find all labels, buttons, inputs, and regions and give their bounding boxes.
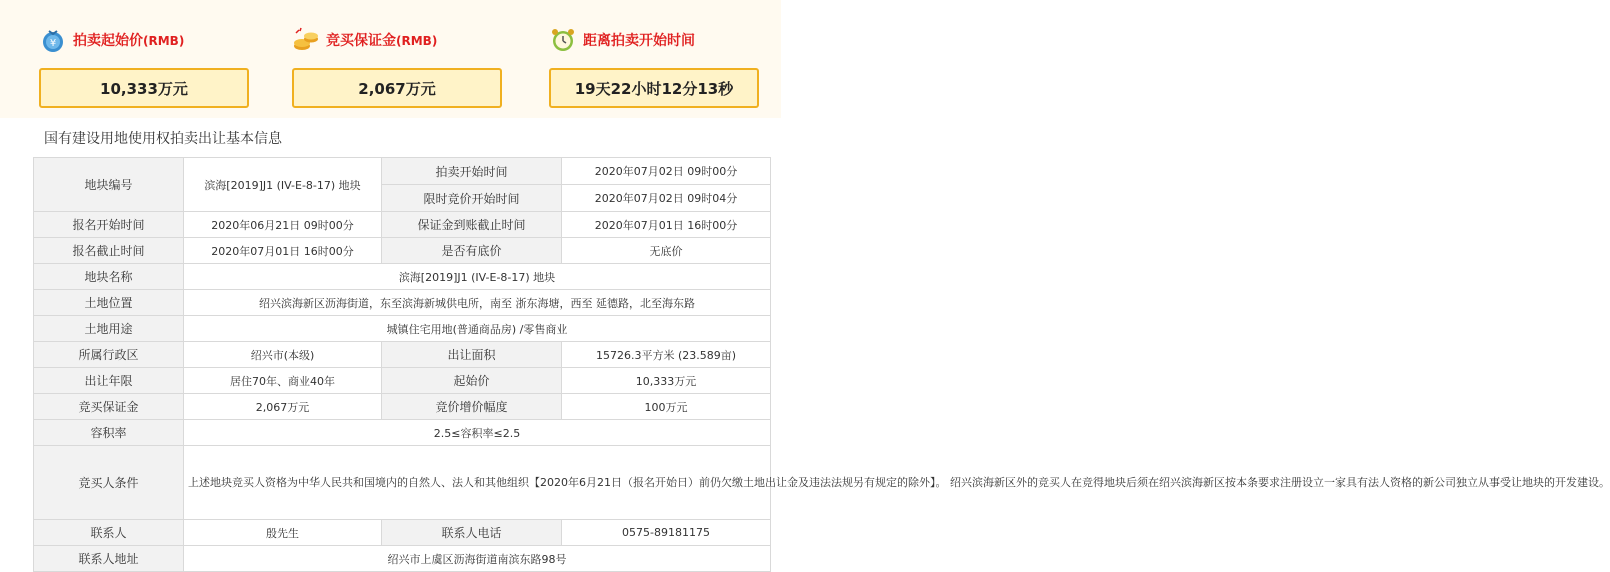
location-value: 绍兴滨海新区沥海街道，东至滨海新城供电所，南至 浙东海塘，西至 延德路，北至海东路 <box>184 290 771 316</box>
countdown-card <box>549 22 759 108</box>
parcel-no-label: 地块编号 <box>34 158 184 212</box>
reg-end-value: 2020年07月01日 16时00分 <box>184 238 382 264</box>
deposit-table-value: 2,067万元 <box>184 394 382 420</box>
auction-start-label: 拍卖开始时间 <box>382 158 562 185</box>
location-label: 土地位置 <box>34 290 184 316</box>
district-label: 所属行政区 <box>34 342 184 368</box>
term-value: 居住70年、商业40年 <box>184 368 382 394</box>
money-bag-icon <box>39 26 67 54</box>
deposit-deadline-value: 2020年07月01日 16时00分 <box>562 212 771 238</box>
address-label: 联系人地址 <box>34 546 184 572</box>
area-value: 15726.3平方米 (23.589亩) <box>562 342 771 368</box>
countdown-value: 19天22小时12分13秒 <box>549 68 759 108</box>
district-value: 绍兴市(本级) <box>184 342 382 368</box>
increment-value: 100万元 <box>562 394 771 420</box>
auction-start-value: 2020年07月02日 09时00分 <box>562 158 771 185</box>
use-value: 城镇住宅用地(普通商品房) /零售商业 <box>184 316 771 342</box>
deposit-title: 竞买保证金(RMB) <box>326 33 438 49</box>
reg-start-label: 报名开始时间 <box>34 212 184 238</box>
timed-bid-value: 2020年07月02日 09时04分 <box>562 185 771 212</box>
start-price-title: 拍卖起始价(RMB) <box>73 33 185 49</box>
contact-value: 殷先生 <box>184 520 382 546</box>
increment-label: 竞价增价幅度 <box>382 394 562 420</box>
start-price-value: 10,333万元 <box>39 68 249 108</box>
parcel-no-value: 滨海[2019]J1 (IV-E-8-17) 地块 <box>184 158 382 212</box>
reserve-value: 无底价 <box>562 238 771 264</box>
conditions-value: 上述地块竞买人资格为中华人民共和国境内的自然人、法人和其他组织【2020年6月21日（报名开始日）前仍欠缴土地出让金及违法法规另有规定的除外】。 绍兴滨海新区外的竞买人在竞得地块后须在绍兴滨海新区按本条要求注册设立一家具有法人资格的新公司独立从事受让地块的开发建设。 <box>184 446 771 520</box>
deposit-label: 竞买保证金 <box>34 394 184 420</box>
phone-label: 联系人电话 <box>382 520 562 546</box>
far-value: 2.5≤容积率≤2.5 <box>184 420 771 446</box>
summary-banner <box>0 0 781 118</box>
use-label: 土地用途 <box>34 316 184 342</box>
start-price-card <box>39 22 249 108</box>
reg-start-value: 2020年06月21日 09时00分 <box>184 212 382 238</box>
conditions-label: 竞买人条件 <box>34 446 184 520</box>
start-price-table-value: 10,333万元 <box>562 368 771 394</box>
deposit-deadline-label: 保证金到账截止时间 <box>382 212 562 238</box>
address-value: 绍兴市上虞区沥海街道南滨东路98号 <box>184 546 771 572</box>
reserve-label: 是否有底价 <box>382 238 562 264</box>
name-label: 地块名称 <box>34 264 184 290</box>
timed-bid-label: 限时竞价开始时间 <box>382 185 562 212</box>
phone-value: 0575-89181175 <box>562 520 771 546</box>
reg-end-label: 报名截止时间 <box>34 238 184 264</box>
coins-icon <box>292 26 320 54</box>
name-value: 滨海[2019]J1 (IV-E-8-17) 地块 <box>184 264 771 290</box>
deposit-card <box>292 22 502 108</box>
section-title: 国有建设用地使用权拍卖出让基本信息 <box>44 131 282 147</box>
basic-info-table <box>33 157 1610 572</box>
area-label: 出让面积 <box>382 342 562 368</box>
contact-label: 联系人 <box>34 520 184 546</box>
far-label: 容积率 <box>34 420 184 446</box>
svg-text:¥: ¥ <box>49 38 57 49</box>
start-price-label: 起始价 <box>382 368 562 394</box>
countdown-title: 距离拍卖开始时间 <box>583 33 695 49</box>
alarm-clock-icon <box>549 26 577 54</box>
deposit-value: 2,067万元 <box>292 68 502 108</box>
term-label: 出让年限 <box>34 368 184 394</box>
